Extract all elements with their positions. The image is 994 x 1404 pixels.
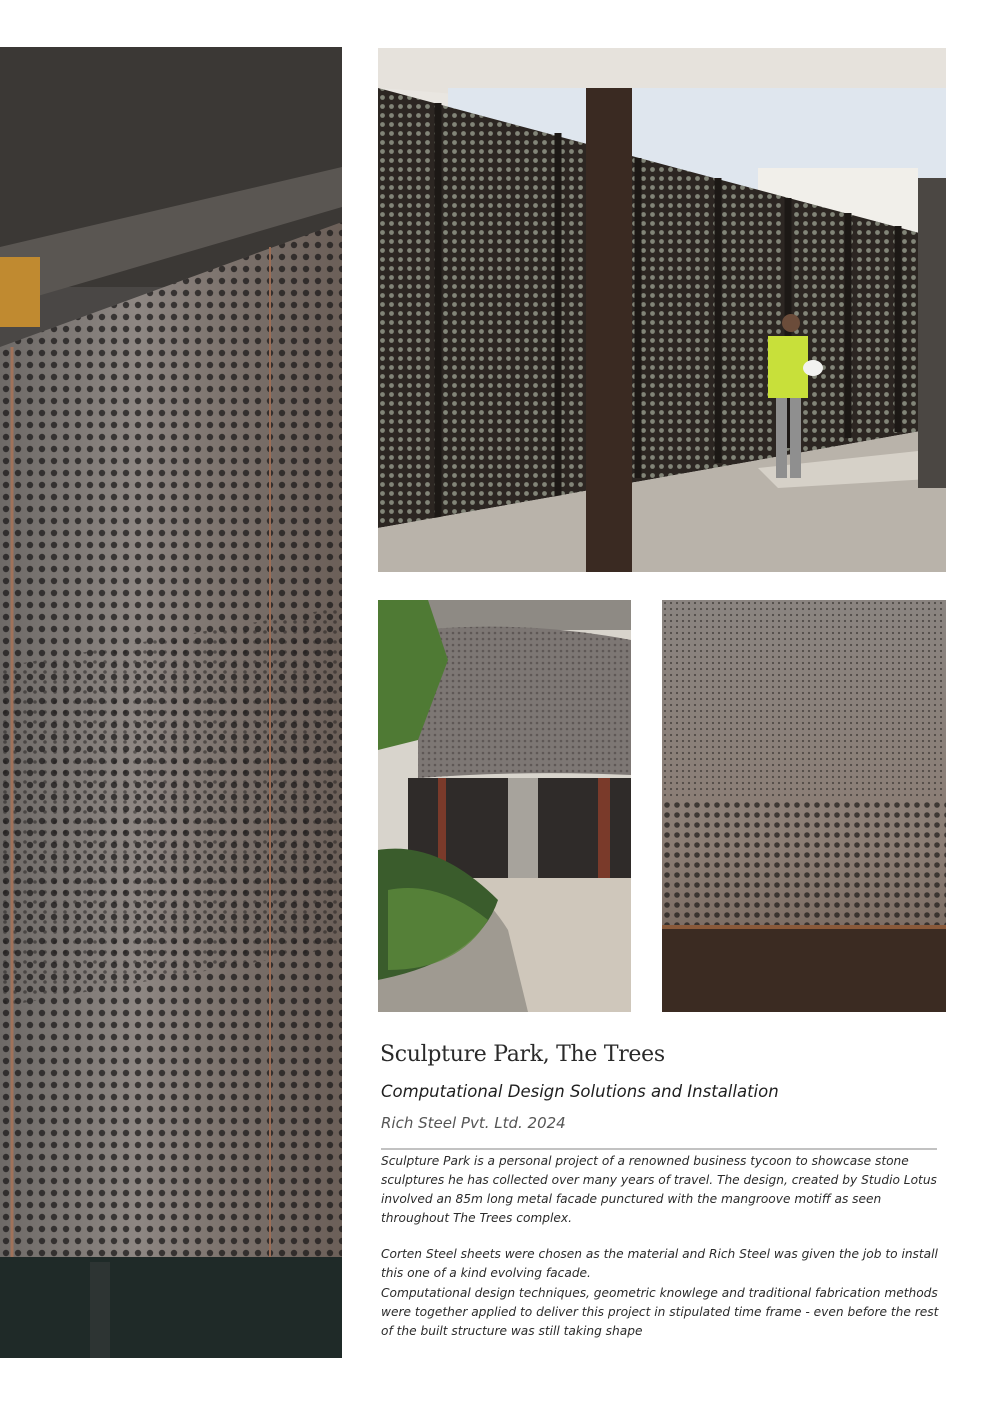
facade-closeup-photo <box>0 47 342 1358</box>
perforated-sheet-photo <box>662 600 946 1012</box>
page-title: Sculpture Park, The Trees <box>380 1042 665 1067</box>
facade-installation-photo <box>378 48 946 572</box>
material-paragraph: Corten Steel sheets were chosen as the material and Rich Steel was given the job to install this one of a kind evolving facade. <box>381 1247 938 1280</box>
method-paragraph: Computational design techniques, geometric knowlege and traditional fabrication methods were together applied to deliver this project in stipulated time frame - even before the rest of the built structure was still taking shape <box>381 1286 939 1338</box>
page-subtitle: Computational Design Solutions and Installation <box>381 1082 779 1101</box>
divider <box>381 1148 937 1150</box>
company-line: Rich Steel Pvt. Ltd. 2024 <box>381 1114 566 1132</box>
building-exterior-photo <box>378 600 631 1012</box>
description-paragraph: Sculpture Park is a personal project of a renowned business tycoon to showcase stone sculptures he has collected over many years of travel. The design, created by Studio Lotus involved an 85m long metal facade punctured with the mangroove motiff as seen throughout The Trees complex. <box>381 1154 937 1225</box>
